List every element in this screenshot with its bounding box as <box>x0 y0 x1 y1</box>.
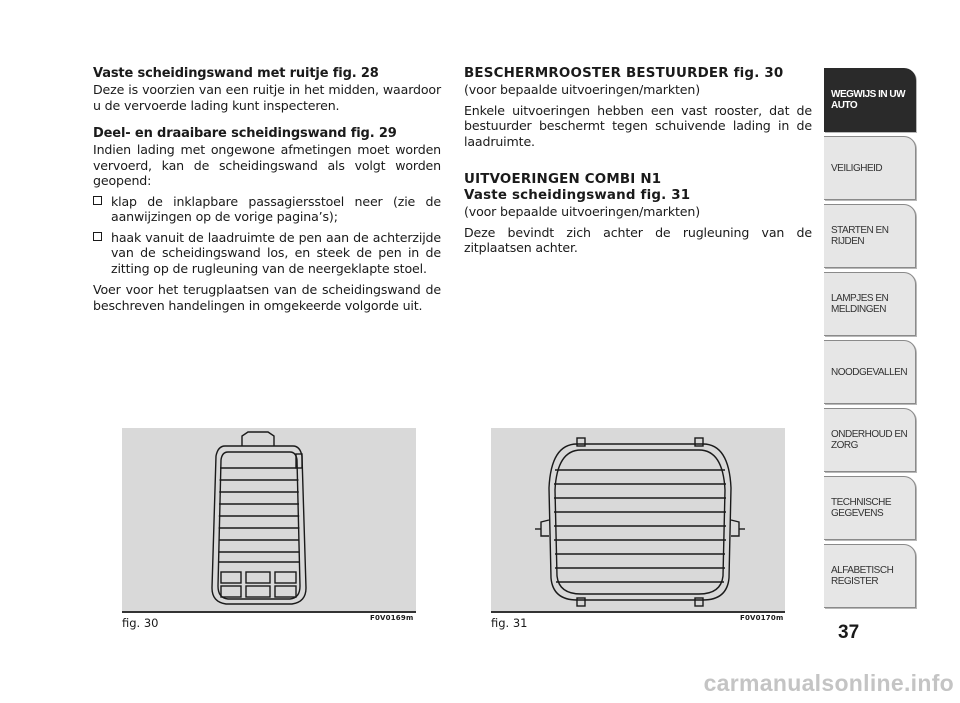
right-text-column <box>464 66 812 261</box>
subtitle-versions-markets-2: (voor bepaalde uitvoeringen/markten) <box>464 204 700 219</box>
paragraph-window-description: Deze is voorzien van een ruitje in het midden, waardoor u de vervoerde lading kunt inspecteren. <box>93 82 441 113</box>
list-item: haak vanuit de laadruimte de pen aan de achterzijde van de scheidingswand los, en steek de pen in de zitting op de rugleuning van de neergeklapte stoel. <box>93 230 441 277</box>
heading-fixed-partition: Vaste scheidingswand fig. 31 <box>464 188 691 203</box>
heading-fixed-partition-window: Vaste scheidingswand met ruitje fig. 28 <box>93 66 379 81</box>
tab-alfabetisch[interactable]: ALFABETISCH REGISTER <box>824 544 916 608</box>
tab-noodgevallen[interactable]: NOODGEVALLEN <box>824 340 916 404</box>
checkbox-bullet-icon <box>93 232 102 241</box>
tab-onderhoud[interactable]: ONDERHOUD EN ZORG <box>824 408 916 472</box>
paragraph-unusual-load: Indien lading met ongewone afmetingen moet worden vervoerd, kan de scheidingswand als volgt worden geopend: <box>93 142 441 188</box>
checkbox-bullet-icon <box>93 196 102 205</box>
page-number: 37 <box>838 622 860 643</box>
tab-veiligheid[interactable]: VEILIGHEID <box>824 136 916 200</box>
tab-starten[interactable]: STARTEN EN RIJDEN <box>824 204 916 268</box>
figure-31-label: fig. 31 <box>491 616 528 630</box>
left-text-column <box>93 66 441 318</box>
grille-illustration-fig31 <box>491 428 785 611</box>
watermark: carmanualsonline.info <box>703 670 954 696</box>
figure-31-code: F0V0170m <box>740 614 784 622</box>
heading-driver-protection-grille: BESCHERMROOSTER BESTUURDER fig. 30 <box>464 66 784 81</box>
heading-combi-n1: UITVOERINGEN COMBI N1 <box>464 172 662 187</box>
grille-illustration-fig30 <box>122 428 416 611</box>
instruction-list <box>93 194 441 277</box>
paragraph-reinstall: Voer voor het terugplaatsen van de scheidingswand de beschreven handelingen in omgekeerde volgorde uit. <box>93 282 441 313</box>
paragraph-grille-description: Enkele uitvoeringen hebben een vast rooster, dat de bestuurder beschermt tegen schuivende lading in de laadruimte. <box>464 102 812 149</box>
list-item: klap de inklapbare passagiersstoel neer (zie de aanwijzingen op de vorige pagina’s); <box>93 194 441 225</box>
tab-technische[interactable]: TECHNISCHE GEGEVENS <box>824 476 916 540</box>
figure-30-rule <box>122 611 416 613</box>
paragraph-partition-location: Deze bevindt zich achter de rugleuning van de zitplaatsen achter. <box>464 224 812 255</box>
figure-31-image <box>491 428 785 611</box>
heading-partial-rotating-partition: Deel- en draaibare scheidingswand fig. 29 <box>93 126 397 141</box>
figure-30-label: fig. 30 <box>122 616 159 630</box>
figure-30-image <box>122 428 416 611</box>
figure-30-code: F0V0169m <box>370 614 414 622</box>
tab-wegwijs[interactable]: WEGWIJS IN UW AUTO <box>824 68 916 132</box>
figure-31-rule <box>491 611 785 613</box>
tab-lampjes[interactable]: LAMPJES EN MELDINGEN <box>824 272 916 336</box>
subtitle-versions-markets: (voor bepaalde uitvoeringen/markten) <box>464 82 700 97</box>
